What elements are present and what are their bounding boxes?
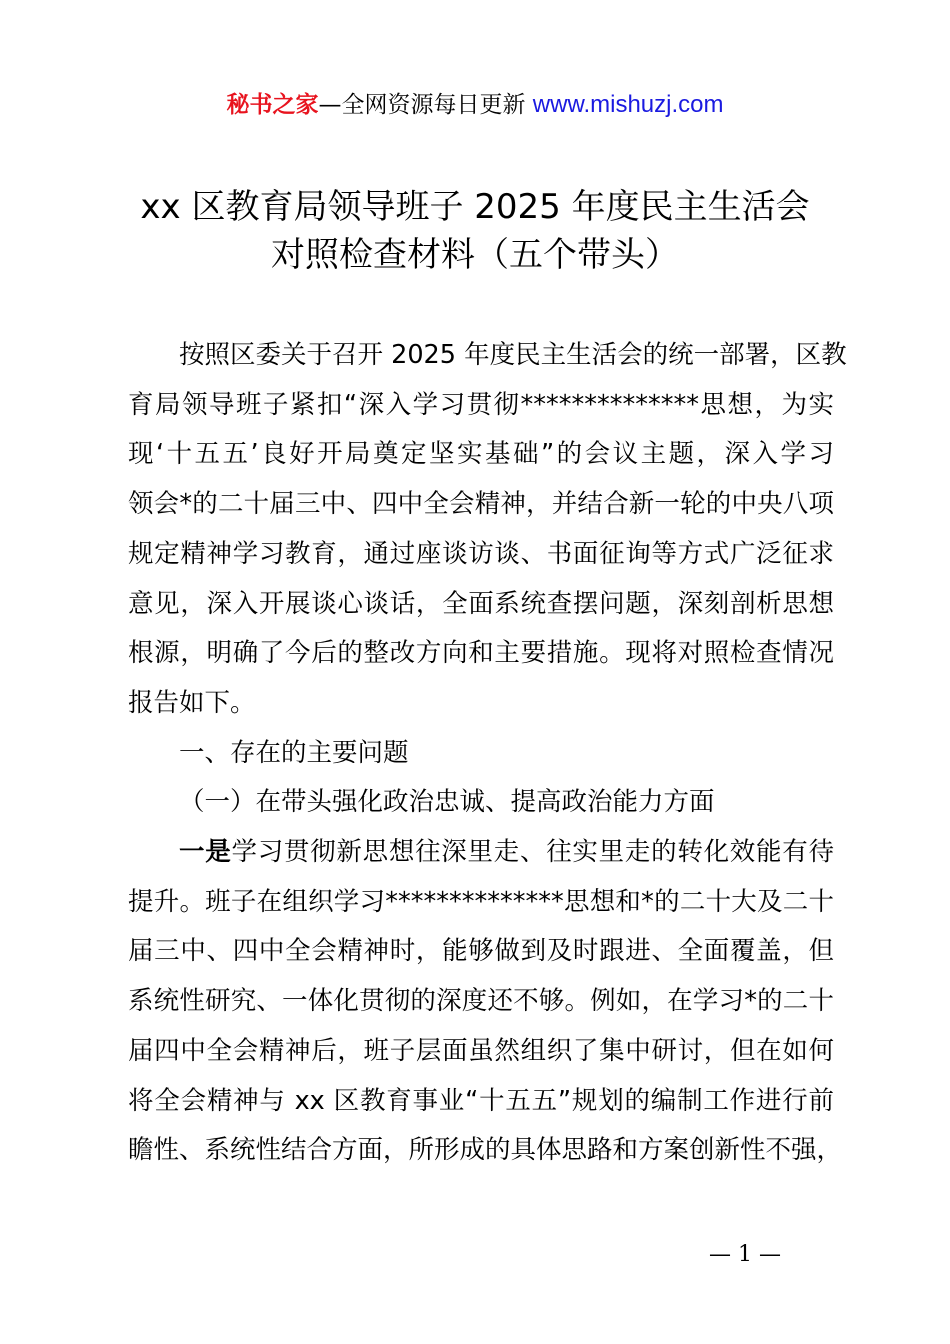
paragraph-line: 届四中全会精神后，班子层面虽然组织了集中研讨，但在如何	[128, 1035, 834, 1066]
document-body	[128, 331, 847, 1176]
paragraph-line: 系统性研究、一体化贯彻的深度还不够。例如，在学习*的二十	[128, 986, 834, 1017]
paragraph-line: 提升。班子在组织学习**************思想和*的二十大及二十	[128, 886, 834, 917]
paragraph-line: 现‘十五五’良好开局奠定坚实基础”的会议主题，深入学习	[128, 439, 834, 470]
paragraph-line: 领会*的二十届三中、四中全会精神，并结合新一轮的中央八项	[128, 489, 834, 520]
paragraph-line: 届三中、四中全会精神时，能够做到及时跟进、全面覆盖，但	[128, 936, 834, 967]
point-lead-text: 学习贯彻新思想往深里走、往实里走的转化效能有待	[231, 837, 834, 868]
paragraph-line: 将全会精神与 xx 区教育事业“十五五”规划的编制工作进行前	[128, 1085, 834, 1116]
brand-name: 秘书之家	[226, 92, 319, 118]
banner-slogan: —全网资源每日更新	[318, 92, 533, 118]
paragraph-line: 育局领导班子紧扣“深入学习贯彻**************思想，为实	[128, 389, 834, 420]
intro-paragraph	[128, 331, 847, 729]
document-title-line-2: 对照检查材料（五个带头）	[271, 235, 679, 275]
section-heading: 一、存在的主要问题	[179, 737, 409, 768]
paragraph-line: 瞻性、系统性结合方面，所形成的具体思路和方案创新性不强，	[128, 1135, 843, 1166]
paragraph-line: 根源，明确了今后的整改方向和主要措施。现将对照检查情况	[128, 638, 834, 669]
paragraph-line	[128, 828, 834, 878]
problem-paragraph	[128, 828, 843, 1176]
point-lead-label: 一是	[179, 837, 232, 868]
subsection-heading: （一）在带头强化政治忠诚、提高政治能力方面	[179, 787, 715, 818]
paragraph-line: 意见，深入开展谈心谈话，全面系统查摆问题，深刻剖析思想	[128, 588, 834, 619]
page-number: — 1 —	[709, 1242, 781, 1267]
site-banner	[0, 88, 950, 122]
paragraph-line: 按照区委关于召开 2025 年度民主生活会的统一部署，区教	[179, 340, 847, 370]
paragraph-line: 报告如下。	[128, 687, 256, 718]
document-title-line-1: xx 区教育局领导班子 2025 年度民主生活会	[140, 187, 810, 227]
banner-url-link[interactable]: www.mishuzj.com	[532, 91, 724, 118]
paragraph-line: 规定精神学习教育，通过座谈访谈、书面征询等方式广泛征求	[128, 538, 834, 569]
